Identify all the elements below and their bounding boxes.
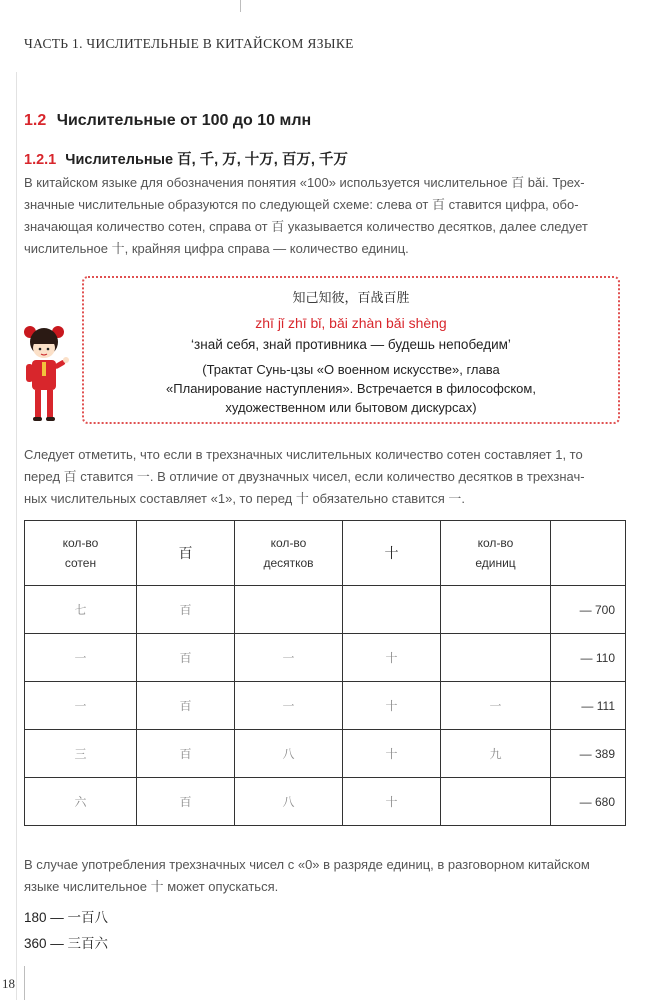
table-cell: 八 [235, 778, 343, 826]
header-hundreds-count: кол-во сотен [25, 521, 137, 586]
intro-paragraph [24, 172, 634, 260]
table-row [25, 730, 626, 778]
table-cell: 一 [25, 682, 137, 730]
table-cell: 一 [235, 682, 343, 730]
table-cell: 十 [343, 730, 441, 778]
table-row [25, 634, 626, 682]
table-row [25, 778, 626, 826]
subsection-number: 1.2.1 [24, 152, 57, 168]
header-shi: 十 [343, 521, 441, 586]
quote-source: (Трактат Сунь-цзы «О военном искусстве», глава «Планирование наступления». Встречается в философском, художественном или бытовом дискурсах) [166, 362, 536, 415]
example-line: 180 — 一百八 [24, 910, 109, 925]
quote-hanzi: 知己知彼，百战百胜 [292, 290, 410, 305]
girl-illustration-icon [16, 318, 72, 426]
zero-line: В случае употребления трехзначных чисел с «0» в разряде единиц, в разговорном китайском [24, 857, 590, 872]
header-bai: 百 [137, 521, 235, 586]
intro-line: В китайском языке для обозначения понятия «100» используется числительное 百 bǎi. Трех- [24, 175, 585, 190]
table-result: — 110 [551, 634, 626, 682]
table-cell: 一 [25, 634, 137, 682]
margin-rule [16, 72, 17, 1000]
page-number-rule [24, 966, 25, 1000]
table-row [25, 586, 626, 634]
table-result: — 680 [551, 778, 626, 826]
note-paragraph [24, 444, 634, 510]
quote-pinyin: zhī jǐ zhī bǐ, bǎi zhàn bǎi shèng [255, 315, 447, 331]
table-cell [235, 586, 343, 634]
table-header-row [25, 521, 626, 586]
header-units-count: кол-во единиц [441, 521, 551, 586]
table-cell: 十 [343, 682, 441, 730]
table-cell: 一 [235, 634, 343, 682]
table-cell: 百 [137, 778, 235, 826]
header-tens-count: кол-во десятков [235, 521, 343, 586]
table-row [25, 682, 626, 730]
top-divider [240, 0, 241, 12]
section-number: 1.2 [24, 112, 47, 129]
table-cell [441, 586, 551, 634]
zero-paragraph [24, 854, 634, 898]
zero-line: языке числительное 十 может опускаться. [24, 879, 279, 894]
header-result [551, 521, 626, 586]
table-cell: 百 [137, 586, 235, 634]
table-cell [441, 634, 551, 682]
section-heading: Числительные от 100 до 10 млн [56, 112, 312, 129]
intro-line: значающая количество сотен, справа от 百 указывается количество десятков, далее следует [24, 219, 588, 234]
table-cell: 六 [25, 778, 137, 826]
table-cell: 八 [235, 730, 343, 778]
quote-translation: ‘знай себя, знай противника — будешь непобедим’ [191, 337, 511, 352]
table-cell: 九 [441, 730, 551, 778]
note-line: ных числительных составляет «1», то перед 十 обязательно ставится 一. [24, 491, 466, 506]
table-cell [343, 586, 441, 634]
intro-line: числительное 十, крайняя цифра справа — количество единиц. [24, 241, 409, 256]
intro-line: значные числительные образуются по следующей схеме: слева от 百 ставится цифра, обо- [24, 197, 579, 212]
table-cell: 一 [441, 682, 551, 730]
note-line: перед 百 ставится 一. В отличие от двузначных чисел, если количество десятков в трехзнач- [24, 469, 585, 484]
table-result: — 700 [551, 586, 626, 634]
table-result: — 111 [551, 682, 626, 730]
table-cell: 三 [25, 730, 137, 778]
table-cell [441, 778, 551, 826]
note-line: Следует отметить, что если в трехзначных числительных количество сотен составляет 1, то [24, 447, 583, 462]
running-header: ЧАСТЬ 1. ЧИСЛИТЕЛЬНЫЕ В КИТАЙСКОМ ЯЗЫКЕ [24, 36, 354, 51]
example-line: 360 — 三百六 [24, 936, 109, 951]
page-number: 18 [2, 976, 15, 991]
table-cell: 七 [25, 586, 137, 634]
table-cell: 十 [343, 634, 441, 682]
table-cell: 百 [137, 634, 235, 682]
table-cell: 百 [137, 682, 235, 730]
subsection-title [24, 148, 348, 169]
section-title [24, 112, 311, 130]
table-cell: 百 [137, 730, 235, 778]
quote-box [82, 276, 620, 424]
table-result: — 389 [551, 730, 626, 778]
numeral-table [24, 520, 626, 826]
subsection-heading: Числительные 百, 千, 万, 十万, 百万, 千万 [65, 152, 348, 168]
table-cell: 十 [343, 778, 441, 826]
